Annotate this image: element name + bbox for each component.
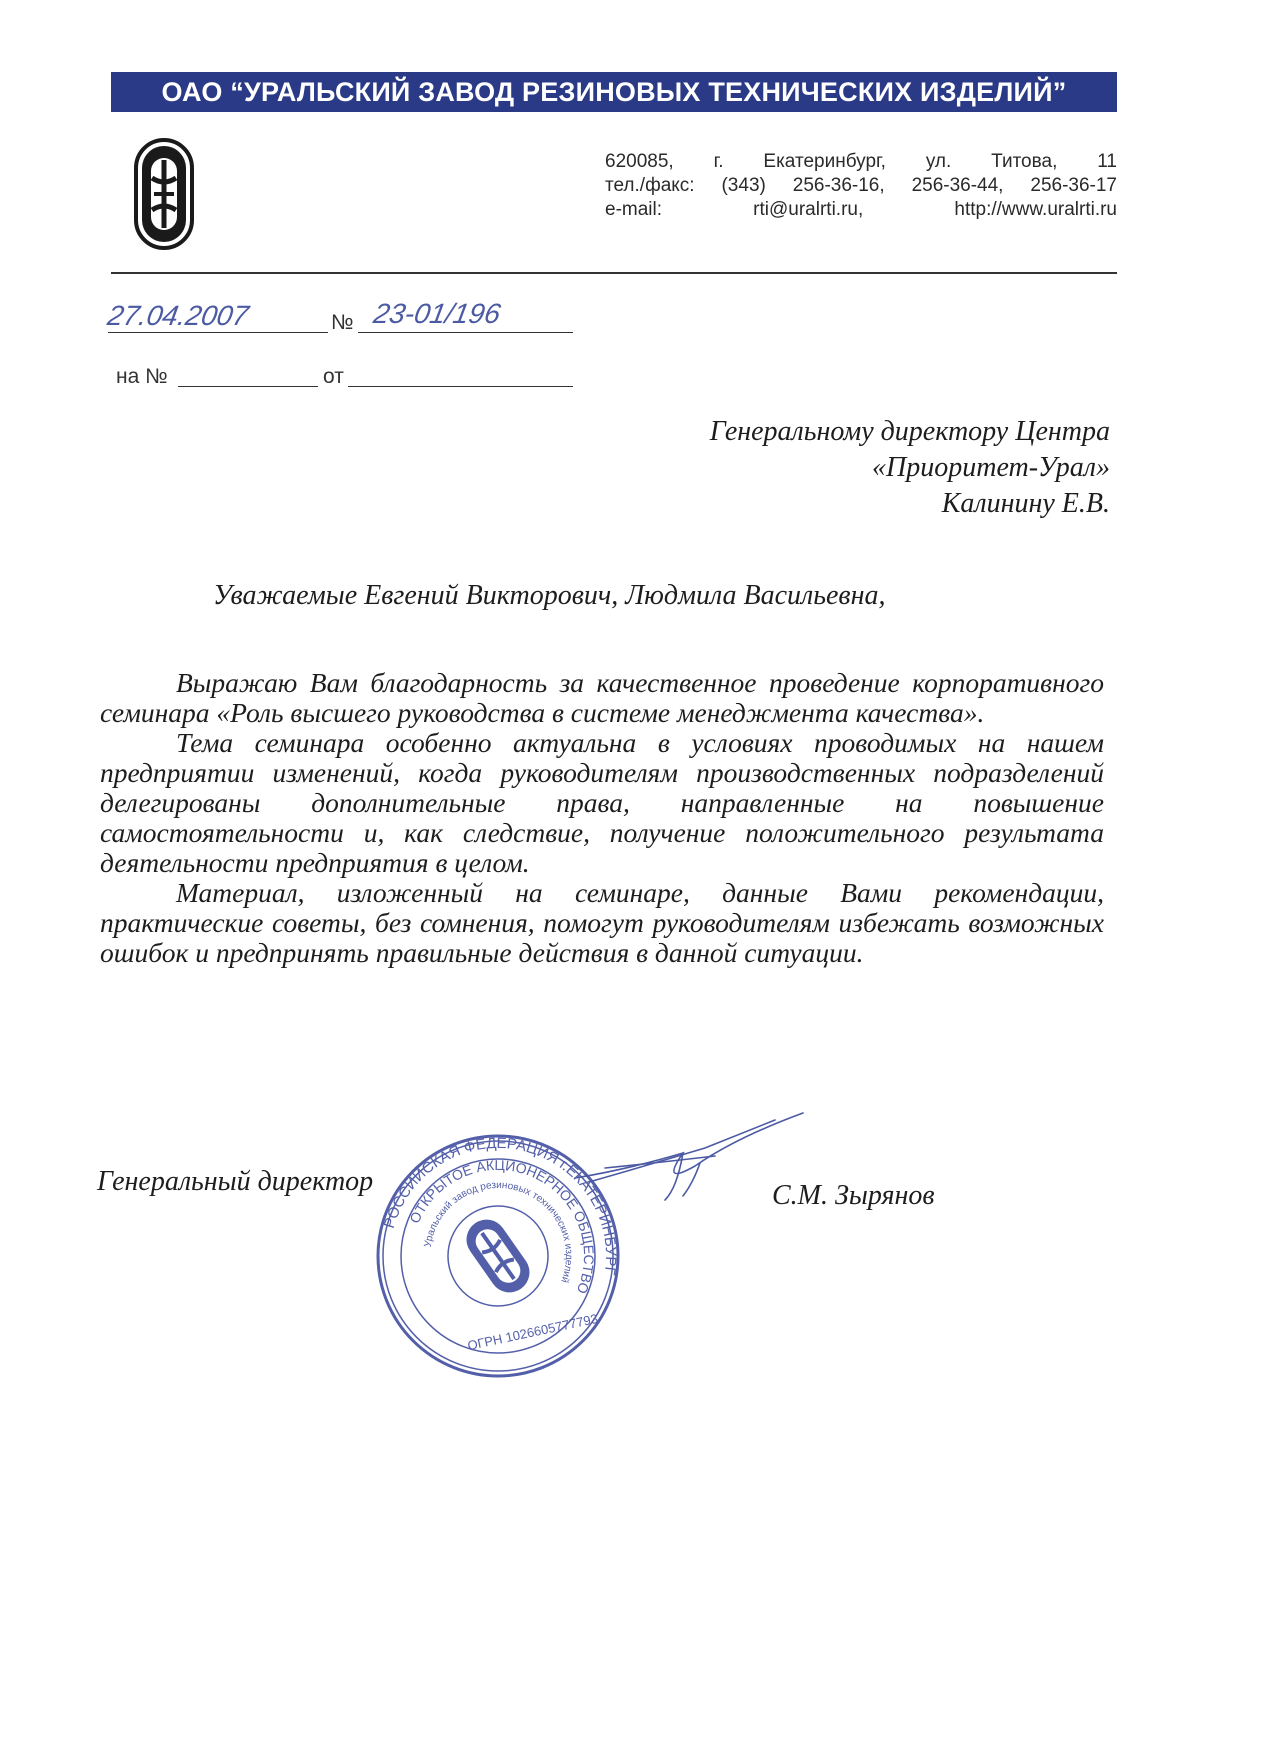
stamp-inner-text: Уральский завод резиновых технических изделий [422, 1179, 575, 1285]
addressee-line-2: «Приоритет-Урал» [872, 452, 1110, 483]
letter-body [100, 668, 1104, 968]
paragraph-3: Материал, изложенный на семинаре, данные Вами рекомендации, практические советы, без сомнения, помогут руководителям избежать возможных ошибок и предпринять правильные действия в данной ситуации. [100, 877, 1104, 968]
email-website: e-mail: rti@uralrti.ru, http://www.uralrti.ru [605, 199, 1117, 220]
addressee-line-3: Калинину Е.В. [941, 488, 1110, 519]
salutation: Уважаемые Евгений Викторович, Людмила Васильевна, [213, 580, 886, 611]
paragraph-1: Выражаю Вам благодарность за качественное проведение корпоративного семинара «Роль высшего руководства в системе менеджмента качества». [100, 667, 1104, 728]
signatory-name: С.М. Зырянов [772, 1180, 935, 1211]
paragraph-2: Тема семинара особенно актуальна в условиях проводимых на нашем предприятии изменений, когда руководителям производственных подразделений делегированы дополнительные права, направленные на повышение самостоятельности и, как следствие, получение положительного результата деятельности предприятия в целом. [100, 727, 1104, 878]
signatory-title: Генеральный директор [97, 1166, 374, 1197]
stamp-middle-text: ОТКРЫТОЕ АКЦИОНЕРНОЕ ОБЩЕСТВО [406, 1156, 598, 1297]
stamp-ogrn-text: ОГРН 1026605777793 [466, 1310, 600, 1354]
addressee-block [710, 414, 1110, 522]
header-divider [111, 272, 1117, 274]
reply-number-line [178, 386, 318, 387]
company-banner: ОАО “УРАЛЬСКИЙ ЗАВОД РЕЗИНОВЫХ ТЕХНИЧЕСКИХ ИЗДЕЛИЙ” [111, 72, 1117, 112]
reply-from-line [348, 386, 573, 387]
number-fill-line [358, 332, 573, 333]
postal-address: 620085, г. Екатеринбург, ул. Титова, 11 [605, 151, 1117, 172]
handwritten-date: 27.04.2007 [105, 300, 251, 331]
stamp-logo-icon [459, 1212, 538, 1300]
company-logo-icon [134, 138, 194, 250]
stamp-outer-text: РОССИЙСКАЯ ФЕДЕРАЦИЯ г.ЕКАТЕРИНБУРГ [380, 1134, 620, 1276]
addressee-line-1: Генеральному директору Центра [709, 416, 1110, 447]
handwritten-number: 23-01/196 [371, 298, 503, 329]
reply-from-label: от [323, 365, 344, 388]
date-fill-line [108, 332, 328, 333]
number-label: № [331, 311, 354, 334]
company-contacts [605, 150, 1117, 222]
phone-fax: тел./факс: (343) 256-36-16, 256-36-44, 256-36-17 [605, 175, 1117, 196]
reply-number-label: на № [116, 365, 168, 388]
